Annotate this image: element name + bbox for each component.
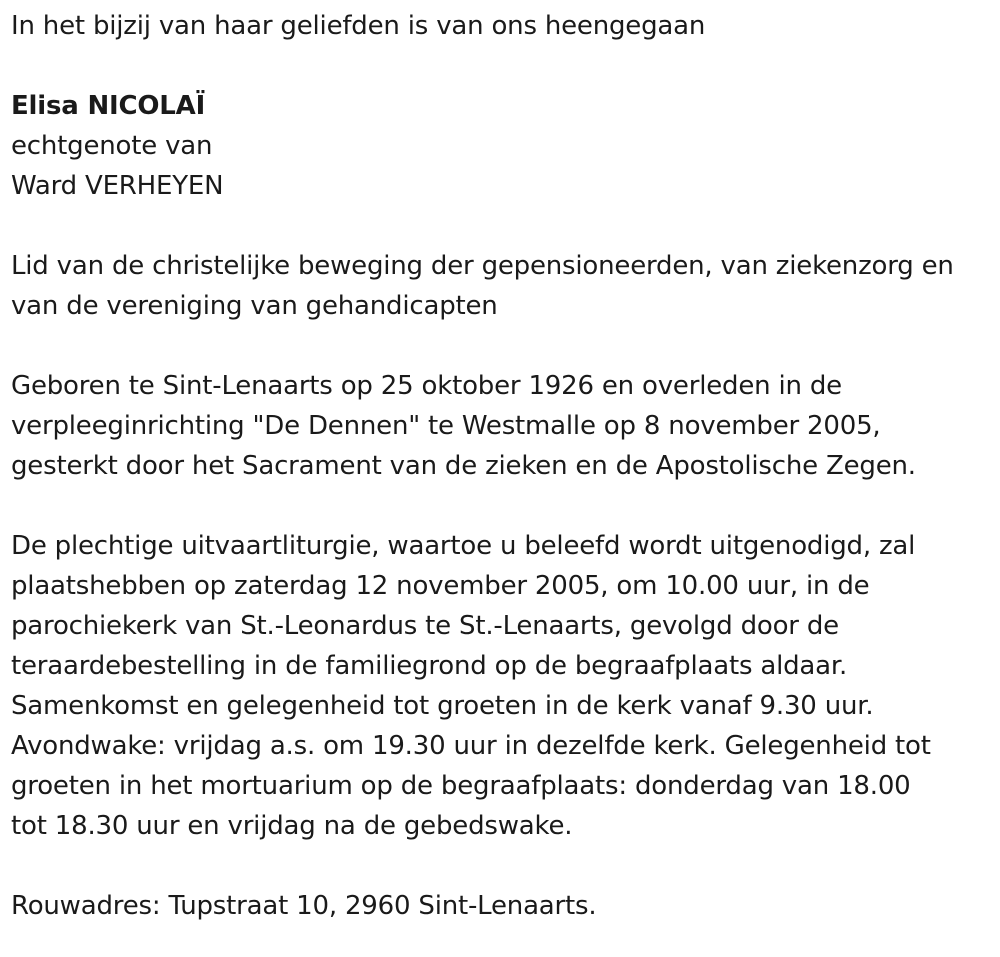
spacer	[11, 46, 985, 86]
funeral-line: Avondwake: vrijdag a.s. om 19.30 uur in dezelfde kerk. Gelegenheid tot	[11, 731, 931, 761]
life-line: gesterkt door het Sacrament van de zieken en de Apostolische Zegen.	[11, 451, 916, 481]
funeral-line: De plechtige uitvaartliturgie, waartoe u beleefd wordt uitgenodigd, zal	[11, 531, 916, 561]
spacer	[11, 846, 985, 886]
intro-text: In het bijzij van haar geliefden is van ons heengegaan	[11, 11, 706, 41]
funeral-line: tot 18.30 uur en vrijdag na de gebedswake.	[11, 811, 573, 841]
membership-line: van de vereniging van gehandicapten	[11, 291, 498, 321]
relation-text: echtgenote van	[11, 131, 213, 161]
funeral-line: Samenkomst en gelegenheid tot groeten in de kerk vanaf 9.30 uur.	[11, 691, 874, 721]
funeral-line: teraardebestelling in de familiegrond op de begraafplaats aldaar.	[11, 651, 848, 681]
membership-line: Lid van de christelijke beweging der gepensioneerden, van ziekenzorg en	[11, 251, 954, 281]
funeral-line: groeten in het mortuarium op de begraafplaats: donderdag van 18.00	[11, 771, 911, 801]
funeral-line: parochiekerk van St.-Leonardus te St.-Lenaarts, gevolgd door de	[11, 611, 839, 641]
funeral-line: plaatshebben op zaterdag 12 november 2005, om 10.00 uur, in de	[11, 571, 870, 601]
life-line: Geboren te Sint-Lenaarts op 25 oktober 1926 en overleden in de	[11, 371, 842, 401]
spacer	[11, 206, 985, 246]
spouse-name: Ward VERHEYEN	[11, 171, 224, 201]
mourning-address: Rouwadres: Tupstraat 10, 2960 Sint-Lenaarts.	[11, 891, 597, 921]
deceased-name: Elisa NICOLAÏ	[11, 91, 206, 121]
spacer	[11, 326, 985, 366]
life-line: verpleeginrichting "De Dennen" te Westmalle op 8 november 2005,	[11, 411, 881, 441]
spacer	[11, 486, 985, 526]
